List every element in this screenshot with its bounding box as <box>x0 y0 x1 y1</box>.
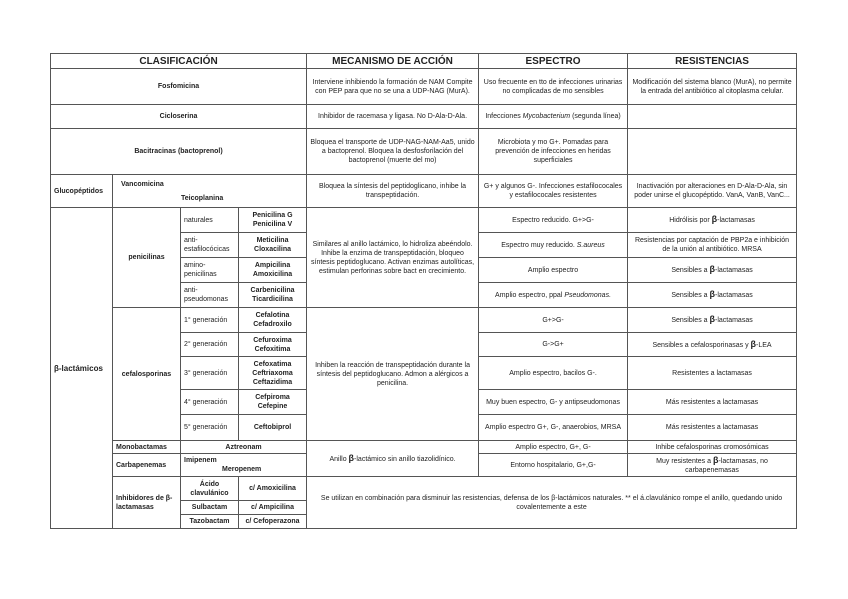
subgroup-inhibidores: Inhibidores de β-lactamasas <box>113 477 181 529</box>
header-resistencias: RESISTENCIAS <box>628 54 797 69</box>
combo-cell: c/ Ampicilina <box>239 501 307 515</box>
inhibidores-text: Se utilizan en combinación para disminuir las resistencias, defensa de los β-lactámicos naturales. ** el á.clavulánico rompe el anillo, quedando unido covalentemente a este <box>307 477 797 529</box>
drug-bacitracinas: Bacitracinas (bactoprenol) <box>51 129 307 175</box>
resistencias-cell: Más resistentes a lactamasas <box>628 390 797 415</box>
mecanismo-cell: Bloquea la síntesis del peptidoglicano, inhibe la transpeptidación. <box>307 175 479 208</box>
header-row <box>51 54 797 69</box>
table-row <box>51 477 797 501</box>
generation-cell: 4° generación <box>181 390 239 415</box>
drugs-cell: Ceftobiprol <box>239 415 307 441</box>
glucopeptidos-drugs <box>113 175 307 208</box>
resistencias-cell: Sensibles a β-lactamasas <box>628 308 797 333</box>
resistencias-cell: Hidrólisis por β-lactamasas <box>628 208 797 233</box>
resistencias-cell: Inhibe cefalosporinas cromosómicas <box>628 441 797 454</box>
resistencias-cell: Sensibles a β-lactamasas <box>628 283 797 308</box>
resistencias-cell: Inactivación por alteraciones en D-Ala-D-Ala, sin poder unirse el glucopéptido. VanA, VanB, VanC... <box>628 175 797 208</box>
header-mecanismo: MECANISMO DE ACCIÓN <box>307 54 479 69</box>
generation-cell: 2° generación <box>181 333 239 357</box>
drug-aztreonam: Aztreonam <box>181 441 307 454</box>
espectro-cell: Amplio espectro G+, G-, anaerobios, MRSA <box>479 415 628 441</box>
espectro-cell: Amplio espectro <box>479 258 628 283</box>
resistencias-cell: Resistencias por captación de PBP2a e inhibición de la unión al antibiótico. MRSA <box>628 233 797 258</box>
resistencias-cell <box>628 129 797 175</box>
espectro-cell: Amplio espectro, bacilos G-. <box>479 357 628 390</box>
group-betalactamicos: β-lactámicos <box>51 208 113 529</box>
espectro-cell: Entorno hospitalario, G+,G- <box>479 454 628 477</box>
table-row <box>51 208 797 233</box>
header-clasificacion: CLASIFICACIÓN <box>51 54 307 69</box>
drug-sulbactam: Sulbactam <box>181 501 239 515</box>
drugs-cell: Carbenicilina Ticardicilina <box>239 283 307 308</box>
subtype-cell: anti-pseudomonas <box>181 283 239 308</box>
drug-meropenem: Meropenem <box>222 466 262 473</box>
mecanismo-cell: Inhibidor de racemasa y ligasa. No D-Ala-D-Ala. <box>307 105 479 129</box>
table-row <box>51 308 797 333</box>
espectro-cell: G+>G- <box>479 308 628 333</box>
espectro-cell: Amplio espectro, ppal Pseudomonas. <box>479 283 628 308</box>
subtype-cell: naturales <box>181 208 239 233</box>
table-row <box>51 129 797 175</box>
table-row <box>51 69 797 105</box>
drug-imipenem: Imipenem <box>184 457 217 464</box>
espectro-cell: G+ y algunos G-. Infecciones estafilococales y estafilococales resistentes <box>479 175 628 208</box>
table-row <box>51 175 797 208</box>
espectro-cell: Infecciones Mycobacterium (segunda línea) <box>479 105 628 129</box>
carbapenemas-drugs <box>181 454 307 477</box>
subtype-cell: amino-penicilinas <box>181 258 239 283</box>
combo-cell: c/ Cefoperazona <box>239 515 307 529</box>
drugs-cell: Cefalotina Cefadroxilo <box>239 308 307 333</box>
resistencias-cell <box>628 105 797 129</box>
drug-tazobactam: Tazobactam <box>181 515 239 529</box>
resistencias-cell: Sensibles a cefalosporinasas y β-LEA <box>628 333 797 357</box>
espectro-cell: Espectro reducido. G+>G- <box>479 208 628 233</box>
mecanismo-penicilinas: Similares al anillo lactámico, lo hidroliza abeéndolo. Inhibe la enzima de transpeptidación, bloqueo síntesis peptidoglucano. Activan enzimas autolíticas, estimulan perforinas sobre bact en crecimiento. <box>307 208 479 308</box>
drugs-cell: Meticilina Cloxacilina <box>239 233 307 258</box>
antibiotics-table <box>50 53 797 529</box>
resistencias-cell: Sensibles a β-lactamasas <box>628 258 797 283</box>
table-row <box>51 105 797 129</box>
resistencias-cell: Modificación del sistema blanco (MurA), no permite la entrada del antibiótico al citoplasma celular. <box>628 69 797 105</box>
resistencias-cell: Más resistentes a lactamasas <box>628 415 797 441</box>
generation-cell: 1° generación <box>181 308 239 333</box>
espectro-cell: Espectro muy reducido. S.aureus <box>479 233 628 258</box>
mecanismo-cell: Bloquea el transporte de UDP-NAG-NAM-Aa5, unido a bactoprenol. Bloquea la desfosforilación del bactoprenol (muerte del mo) <box>307 129 479 175</box>
generation-cell: 3° generación <box>181 357 239 390</box>
espectro-cell: Amplio espectro, G+, G- <box>479 441 628 454</box>
drug-fosfomicina: Fosfomicina <box>51 69 307 105</box>
mecanismo-mono-carba: Anillo β-lactámico sin anillo tiazolidínico. <box>307 441 479 477</box>
espectro-cell: Uso frecuente en tto de infecciones urinarias no complicadas de mo sensibles <box>479 69 628 105</box>
combo-cell: c/ Amoxicilina <box>239 477 307 501</box>
subgroup-cefalosporinas: cefalosporinas <box>113 308 181 441</box>
drugs-cell: Cefoxatima Ceftriaxoma Ceftazidima <box>239 357 307 390</box>
espectro-cell: Muy buen espectro, G- y antipseudomonas <box>479 390 628 415</box>
drugs-cell: Penicilina G Penicilina V <box>239 208 307 233</box>
generation-cell: 5° generación <box>181 415 239 441</box>
table-row <box>51 441 797 454</box>
subgroup-penicilinas: penicilinas <box>113 208 181 308</box>
mecanismo-cefalosporinas: Inhiben la reacción de transpeptidación durante la síntesis del peptidoglucano. Admon a alérgicos a penicilina. <box>307 308 479 441</box>
subgroup-carbapenemas: Carbapenemas <box>113 454 181 477</box>
drugs-cell: Ampicilina Amoxicilina <box>239 258 307 283</box>
drug-vancomicina: Vancomicina <box>121 180 164 188</box>
espectro-cell: Microbiota y mo G+. Pomadas para prevención de infecciones en heridas superficiales <box>479 129 628 175</box>
subgroup-monobactamas: Monobactamas <box>113 441 181 454</box>
drug-teicoplanina: Teicoplanina <box>181 194 224 202</box>
drugs-cell: Cefpiroma Cefepine <box>239 390 307 415</box>
group-glucopeptidos: Glucopéptidos <box>51 175 113 208</box>
resistencias-cell: Muy resistentes a β-lactamasas, no carbapenemasas <box>628 454 797 477</box>
header-espectro: ESPECTRO <box>479 54 628 69</box>
drugs-cell: Cefuroxima Cefoxitima <box>239 333 307 357</box>
mecanismo-cell: Interviene inhibiendo la formación de NAM Compite con PEP para que no se una a UDP-NAG (MurA). <box>307 69 479 105</box>
resistencias-cell: Resistentes a lactamasas <box>628 357 797 390</box>
drug-cicloserina: Cicloserina <box>51 105 307 129</box>
drug-acido-clavulanico: Ácido clavulánico <box>181 477 239 501</box>
subtype-cell: anti-estafilocócicas <box>181 233 239 258</box>
espectro-cell: G->G+ <box>479 333 628 357</box>
